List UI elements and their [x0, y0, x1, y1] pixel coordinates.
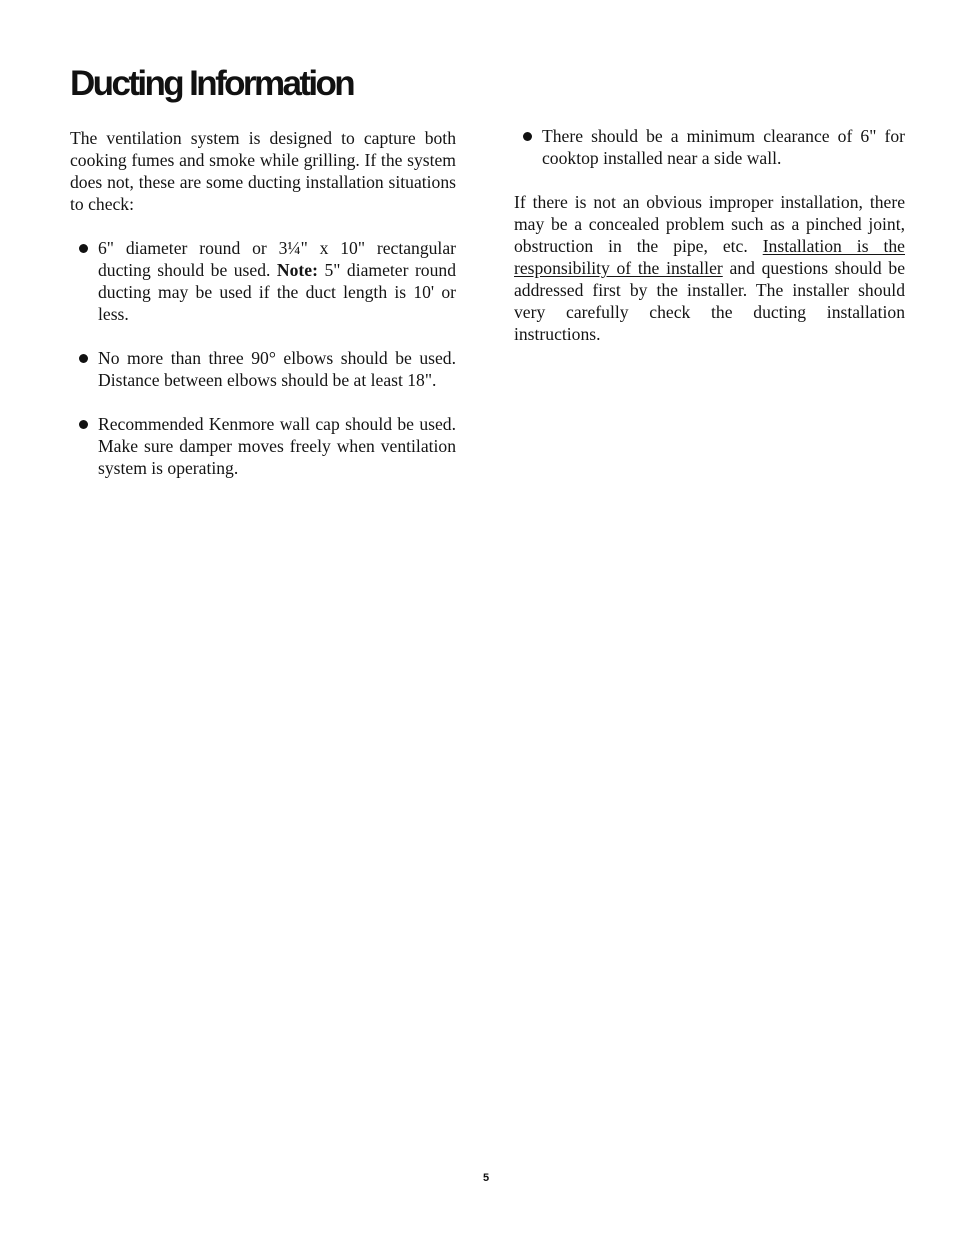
concealed-problem-paragraph [514, 191, 905, 345]
bullet-elbows [70, 347, 456, 391]
concealed-problem-text: If there is not an obvious improper installation, there may be a concealed problem such as a pinched joint, obstruction in the pipe, etc. [514, 192, 905, 256]
left-column [70, 127, 456, 479]
bullet-dot-icon [79, 244, 88, 253]
note-label: Note: [276, 260, 318, 280]
page-title: Ducting Information [70, 64, 354, 103]
installer-questions-text: and questions should be addressed first by the installer. The installer should very carefully check the ducting installation instructions. [514, 258, 905, 344]
bullet-duct-size [70, 237, 456, 325]
duct-size-note-text: 5" diameter round ducting may be used if the duct length is 10' or less. [98, 260, 456, 324]
bullet-clearance [514, 125, 905, 169]
page-number: 5 [483, 1172, 490, 1184]
right-column [514, 125, 905, 345]
duct-size-text: 6" diameter round or 3¼" x 10" rectangular ducting should be used. [98, 238, 456, 280]
wall-cap-text: Recommended Kenmore wall cap should be used. Make sure damper moves freely when ventilation system is operating. [98, 414, 456, 478]
installer-responsibility-text: Installation is the responsibility of the installer [514, 236, 905, 278]
clearance-text: There should be a minimum clearance of 6" for cooktop installed near a side wall. [542, 126, 905, 168]
bullet-dot-icon [523, 132, 532, 141]
intro-paragraph: The ventilation system is designed to capture both cooking fumes and smoke while grilling. If the system does not, these are some ducting installation situations to check: [70, 128, 456, 214]
bullet-dot-icon [79, 420, 88, 429]
bullet-dot-icon [79, 354, 88, 363]
elbows-text: No more than three 90° elbows should be used. Distance between elbows should be at least 18". [98, 348, 456, 390]
bullet-wall-cap [70, 413, 456, 479]
